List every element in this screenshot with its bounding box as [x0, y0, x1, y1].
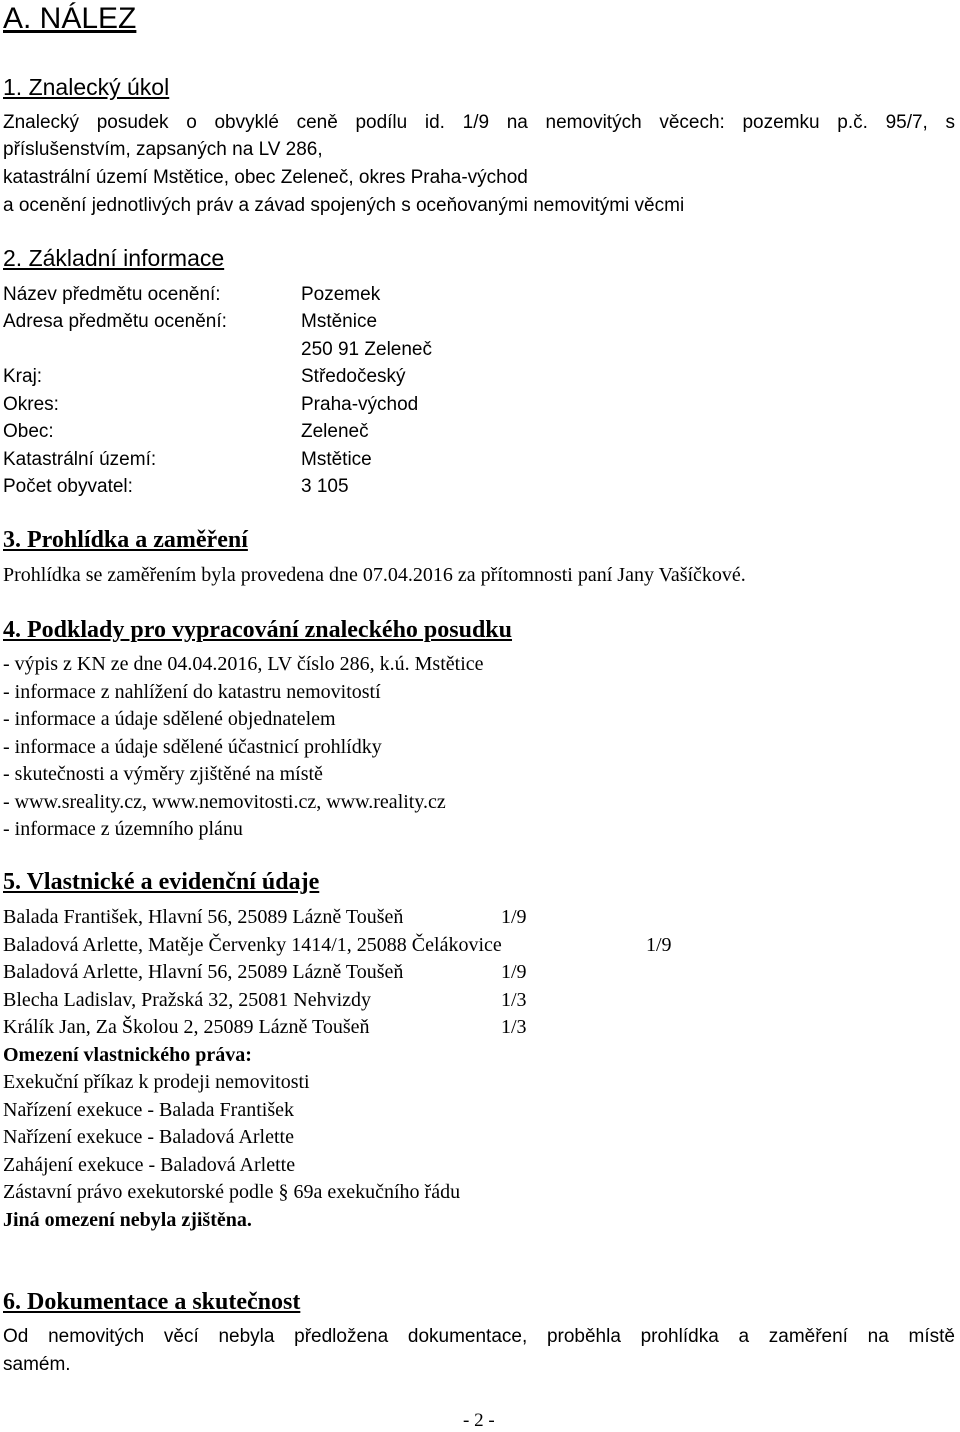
section-4-title: 4. Podklady pro vypracování znaleckého posudku	[3, 617, 513, 643]
section-6-word: prohlídka	[640, 1326, 719, 1347]
restrictions-title: Omezení vlastnického práva:	[3, 1044, 252, 1066]
section-1-title: 1. Znalecký úkol	[3, 74, 170, 100]
section-2-title: 2. Základní informace	[3, 245, 225, 271]
info-value: 3 105	[301, 476, 349, 497]
source-item: - informace a údaje sdělené účastnicí prohlídky	[3, 736, 382, 758]
info-value: Středočeský	[301, 366, 406, 387]
owner-share: 1/3	[501, 1016, 527, 1038]
section-6-line-2: samém.	[3, 1354, 71, 1375]
page-heading: A. NÁLEZ	[3, 2, 137, 35]
section-1-line-4: a ocenění jednotlivých práv a závad spojených s oceňovanými nemovitými věcmi	[3, 195, 685, 216]
section-6-word: dokumentace,	[407, 1326, 528, 1347]
owner-share: 1/9	[501, 906, 527, 928]
source-item: - www.sreality.cz, www.nemovitosti.cz, www.reality.cz	[3, 791, 446, 813]
owner-entry: Baladová Arlette, Hlavní 56, 25089 Lázně Toušeň	[3, 961, 404, 983]
owner-entry: Balada František, Hlavní 56, 25089 Lázně Toušeň	[3, 906, 404, 928]
section-6-word: a	[738, 1326, 750, 1347]
source-item: - skutečnosti a výměry zjištěné na místě	[3, 763, 323, 785]
info-value: Zeleneč	[301, 421, 369, 442]
info-value: Mstěnice	[301, 311, 378, 332]
section-1-word: ceně	[296, 112, 338, 133]
section-1-word: s	[945, 112, 955, 133]
section-1-line-2: příslušenstvím, zapsaných na LV 286,	[3, 139, 323, 160]
info-label: Název předmětu ocenění:	[3, 284, 221, 305]
section-3-title: 3. Prohlídka a zaměření	[3, 527, 248, 553]
owner-entry: Blecha Ladislav, Pražská 32, 25081 Nehvizdy	[3, 989, 372, 1011]
info-label: Katastrální území:	[3, 449, 157, 470]
section-1-line-1	[3, 112, 955, 134]
section-1-word: p.č.	[837, 112, 868, 133]
info-label: Adresa předmětu ocenění:	[3, 311, 227, 332]
section-3-text: Prohlídka se zaměřením byla provedena dne 07.04.2016 za přítomnosti paní Jany Vašíčkové.	[3, 564, 746, 586]
owner-entry: Králík Jan, Za Školou 2, 25089 Lázně Toušeň	[3, 1016, 370, 1038]
section-1-word: posudek	[96, 112, 169, 133]
section-1-word: Znalecký	[3, 112, 80, 133]
section-6-word: předložena	[294, 1326, 389, 1347]
section-6-title: 6. Dokumentace a skutečnost	[3, 1289, 301, 1315]
source-item: - výpis z KN ze dne 04.04.2016, LV číslo 286, k.ú. Mstětice	[3, 653, 484, 675]
section-1-word: 95/7,	[885, 112, 928, 133]
section-1-word: obvyklé	[214, 112, 279, 133]
section-1-word: 1/9	[462, 112, 490, 133]
section-6-word: na	[867, 1326, 889, 1347]
restriction-item: Nařízení exekuce - Baladová Arlette	[3, 1126, 294, 1148]
info-label: Kraj:	[3, 366, 43, 387]
section-1-word: věcech:	[659, 112, 725, 133]
section-6-word: věcí	[163, 1326, 199, 1347]
info-label: Obec:	[3, 421, 54, 442]
section-1-word: na	[506, 112, 528, 133]
section-6-word: proběhla	[546, 1326, 621, 1347]
info-value: 250 91 Zeleneč	[301, 339, 432, 360]
section-6-word: nemovitých	[48, 1326, 145, 1347]
owner-share: 1/9	[646, 934, 672, 956]
section-1-word: id.	[424, 112, 445, 133]
section-6-word: zaměření	[768, 1326, 848, 1347]
info-value: Mstětice	[301, 449, 372, 470]
owner-share: 1/9	[501, 961, 527, 983]
source-item: - informace a údaje sdělené objednatelem	[3, 708, 336, 730]
section-1-word: pozemku	[742, 112, 820, 133]
info-value: Pozemek	[301, 284, 381, 305]
info-label: Počet obyvatel:	[3, 476, 133, 497]
restriction-item: Exekuční příkaz k prodeji nemovitosti	[3, 1071, 310, 1093]
page-number: - 2 -	[463, 1410, 495, 1431]
section-1-word: nemovitých	[545, 112, 642, 133]
section-6-line-1	[3, 1326, 955, 1348]
restriction-item: Zástavní právo exekutorské podle § 69a exekučního řádu	[3, 1181, 461, 1203]
restrictions-closing: Jiná omezení nebyla zjištěna.	[3, 1209, 252, 1231]
section-6-word: nebyla	[218, 1326, 275, 1347]
restriction-item: Zahájení exekuce - Baladová Arlette	[3, 1154, 296, 1176]
info-value: Praha-východ	[301, 394, 419, 415]
restriction-item: Nařízení exekuce - Balada František	[3, 1099, 294, 1121]
section-1-line-3: katastrální území Mstětice, obec Zeleneč, okres Praha-východ	[3, 167, 528, 188]
source-item: - informace z nahlížení do katastru nemovitostí	[3, 681, 381, 703]
section-6-word: Od	[3, 1326, 29, 1347]
source-item: - informace z územního plánu	[3, 818, 243, 840]
section-1-word: o	[186, 112, 197, 133]
info-label: Okres:	[3, 394, 59, 415]
owner-entry: Baladová Arlette, Matěje Červenky 1414/1, 25088 Čelákovice	[3, 934, 502, 956]
section-5-title: 5. Vlastnické a evidenční údaje	[3, 869, 320, 895]
owner-share: 1/3	[501, 989, 527, 1011]
section-6-word: místě	[908, 1326, 955, 1347]
section-1-word: podílu	[355, 112, 408, 133]
